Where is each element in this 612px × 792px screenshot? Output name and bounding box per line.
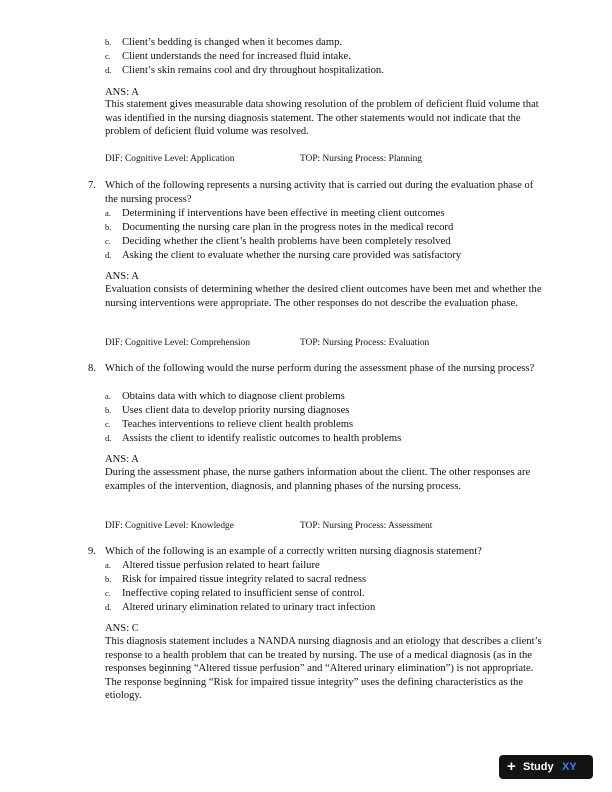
option-text: Asking the client to evaluate whether the nursing care provided was satisfactory: [122, 250, 462, 261]
option-text: Deciding whether the client’s health problems have been completely resolved: [122, 236, 451, 247]
question-meta: [105, 337, 430, 351]
option-text: Assists the client to identify realistic outcomes to health problems: [122, 433, 402, 444]
badge-xy-text: XY: [562, 761, 577, 773]
topic: TOP: Nursing Process: Planning: [300, 154, 422, 164]
difficulty: DIF: Cognitive Level: Application: [105, 154, 235, 164]
question-text: Which of the following represents a nursing activity that is carried out during the evaluation phase of the nursing process?: [105, 180, 534, 205]
option-text: Documenting the nursing care plan in the progress notes in the medical record: [122, 222, 454, 233]
answer: ANS: A: [105, 87, 139, 98]
difficulty: DIF: Cognitive Level: Knowledge: [105, 521, 234, 531]
topic: TOP: Nursing Process: Evaluation: [300, 338, 430, 348]
plus-icon: +: [507, 758, 516, 775]
answer: ANS: C: [105, 623, 139, 634]
option-letter: c.: [105, 51, 111, 61]
option-text: Obtains data with which to diagnose client problems: [122, 391, 345, 402]
question-number: 9.: [88, 546, 96, 557]
option-text: Uses client data to develop priority nursing diagnoses: [122, 405, 350, 416]
option-text: Client’s skin remains cool and dry throughout hospitalization.: [122, 65, 384, 76]
badge-study-text: Study: [523, 761, 554, 773]
option-text: Altered tissue perfusion related to heart failure: [122, 560, 320, 571]
option-text: Client’s bedding is changed when it becomes damp.: [122, 37, 343, 48]
option-text: Ineffective coping related to insufficient sense of control.: [122, 588, 365, 599]
difficulty: DIF: Cognitive Level: Comprehension: [105, 338, 251, 348]
option-letter: d.: [105, 602, 112, 612]
question-text: Which of the following would the nurse perform during the assessment phase of the nursing process?: [105, 363, 535, 374]
option-text: Client understands the need for increased fluid intake.: [122, 51, 351, 62]
option-letter: b.: [105, 37, 112, 47]
question-text: Which of the following is an example of a correctly written nursing diagnosis statement?: [105, 546, 482, 557]
option-letter: c.: [105, 236, 111, 246]
option-letter: b.: [105, 405, 112, 415]
option-letter: c.: [105, 588, 111, 598]
option-letter: d.: [105, 250, 112, 260]
option-text: Teaches interventions to relieve client health problems: [122, 419, 354, 430]
option-letter: d.: [105, 65, 112, 75]
question-number: 7.: [88, 180, 96, 191]
option-letter: c.: [105, 419, 111, 429]
option-letter: b.: [105, 574, 112, 584]
option-text: Determining if interventions have been effective in meeting client outcomes: [122, 208, 445, 219]
answer: ANS: A: [105, 454, 139, 465]
studyxy-badge[interactable]: [499, 755, 593, 779]
question-meta: [105, 520, 433, 534]
rationale: Evaluation consists of determining whether the desired client outcomes have been met and whether the nursing interventions were appropriate. The other responses do not describe the evaluation phase.: [105, 284, 542, 309]
option-letter: a.: [105, 208, 111, 218]
rationale: During the assessment phase, the nurse gathers information about the client. The other responses are examples of the intervention, diagnosis, and planning phases of the nursing process.: [105, 467, 531, 492]
option-letter: a.: [105, 391, 111, 401]
rationale: This diagnosis statement includes a NANDA nursing diagnosis and an etiology that describes a client’s response to a health problem that can be treated by nursing. The use of a medical diagnosis (as in the responses beginning “Altered tissue perfusion” and “Altered urinary elimination”) is not appropriate. The response beginning “Risk for impaired tissue integrity” uses the defining characteristics as the etiology.: [105, 636, 542, 702]
option-text: Altered urinary elimination related to urinary tract infection: [122, 602, 376, 613]
rationale: This statement gives measurable data showing resolution of the problem of deficient fluid volume that was identified in the nursing diagnosis statement. The other statements would not indicate that the problem of deficient fluid volume was resolved.: [105, 99, 539, 138]
answer: ANS: A: [105, 271, 139, 282]
option-letter: b.: [105, 222, 112, 232]
question-number: 8.: [88, 363, 96, 374]
topic: TOP: Nursing Process: Assessment: [300, 521, 433, 531]
option-text: Risk for impaired tissue integrity related to sacral redness: [122, 574, 367, 585]
option-letter: d.: [105, 433, 112, 443]
question-meta: [105, 153, 422, 167]
option-letter: a.: [105, 560, 111, 570]
